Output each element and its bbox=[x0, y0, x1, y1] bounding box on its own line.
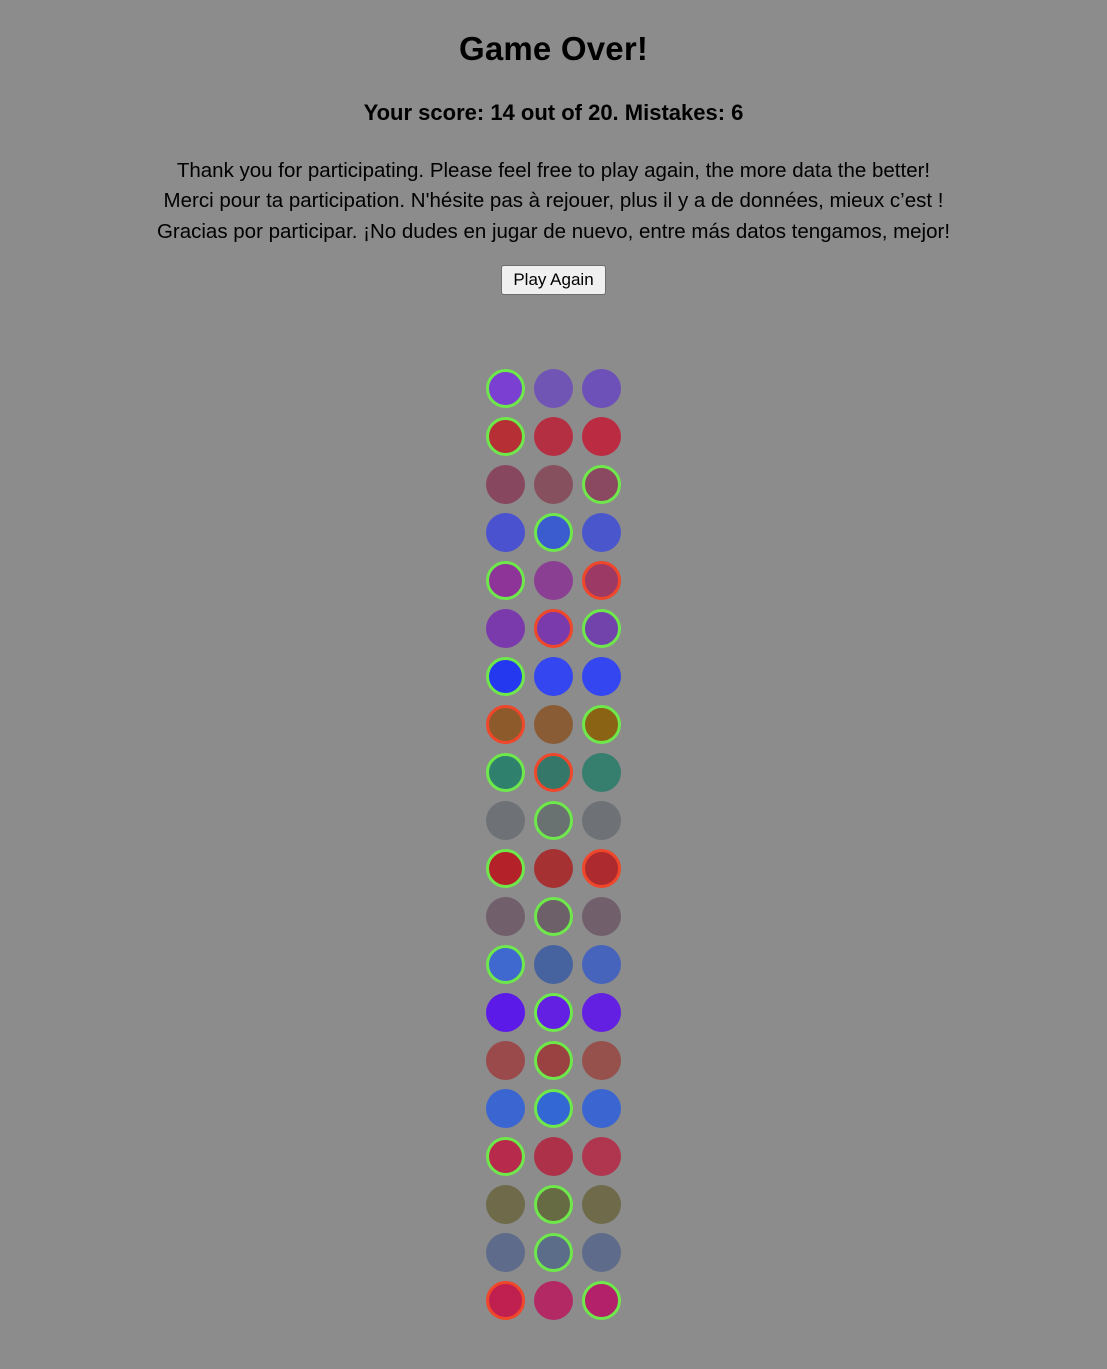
color-swatch[interactable] bbox=[534, 609, 573, 648]
swatch-row bbox=[471, 1281, 636, 1320]
color-swatch[interactable] bbox=[486, 561, 525, 600]
message-english: Thank you for participating. Please feel free to play again, the more data the better! bbox=[176, 159, 931, 182]
color-swatch[interactable] bbox=[534, 465, 573, 504]
swatch-row bbox=[471, 561, 636, 600]
color-swatch[interactable] bbox=[486, 801, 525, 840]
color-swatch[interactable] bbox=[486, 417, 525, 456]
swatch-row bbox=[471, 609, 636, 648]
play-again-button[interactable]: Play Again bbox=[501, 265, 605, 295]
color-swatch[interactable] bbox=[582, 657, 621, 696]
button-row bbox=[0, 265, 1107, 295]
color-swatch[interactable] bbox=[486, 465, 525, 504]
score-line: Your score: 14 out of 20. Mistakes: 6 bbox=[363, 100, 744, 125]
color-swatch[interactable] bbox=[486, 1041, 525, 1080]
color-swatch[interactable] bbox=[534, 1185, 573, 1224]
color-swatch[interactable] bbox=[582, 897, 621, 936]
swatch-row bbox=[471, 801, 636, 840]
bottom-spacer bbox=[0, 1329, 1107, 1369]
color-swatch[interactable] bbox=[582, 417, 621, 456]
color-swatch[interactable] bbox=[486, 1281, 525, 1320]
swatch-row bbox=[471, 897, 636, 936]
color-swatch[interactable] bbox=[582, 1089, 621, 1128]
swatch-row bbox=[471, 753, 636, 792]
color-swatch[interactable] bbox=[486, 1233, 525, 1272]
thank-you-messages bbox=[0, 156, 1107, 247]
color-swatch[interactable] bbox=[486, 609, 525, 648]
swatch-row bbox=[471, 945, 636, 984]
color-swatch[interactable] bbox=[486, 993, 525, 1032]
color-swatch[interactable] bbox=[534, 801, 573, 840]
color-swatch[interactable] bbox=[582, 1041, 621, 1080]
color-swatch[interactable] bbox=[582, 1281, 621, 1320]
color-swatch[interactable] bbox=[582, 945, 621, 984]
color-swatch[interactable] bbox=[486, 1185, 525, 1224]
color-swatch[interactable] bbox=[486, 369, 525, 408]
color-swatch[interactable] bbox=[486, 657, 525, 696]
color-swatch[interactable] bbox=[534, 1233, 573, 1272]
color-swatch[interactable] bbox=[582, 1233, 621, 1272]
color-swatch[interactable] bbox=[534, 417, 573, 456]
color-swatch[interactable] bbox=[534, 849, 573, 888]
swatch-row bbox=[471, 1137, 636, 1176]
swatch-row bbox=[471, 417, 636, 456]
color-swatch[interactable] bbox=[534, 1137, 573, 1176]
color-swatch[interactable] bbox=[582, 801, 621, 840]
color-swatch[interactable] bbox=[582, 849, 621, 888]
color-swatch[interactable] bbox=[534, 945, 573, 984]
color-swatch[interactable] bbox=[582, 753, 621, 792]
color-swatch[interactable] bbox=[582, 705, 621, 744]
page-title: Game Over! bbox=[458, 30, 649, 67]
swatch-row bbox=[471, 849, 636, 888]
color-swatch[interactable] bbox=[582, 465, 621, 504]
color-swatch[interactable] bbox=[486, 1137, 525, 1176]
color-swatch[interactable] bbox=[534, 1041, 573, 1080]
color-swatch[interactable] bbox=[534, 657, 573, 696]
swatch-row bbox=[471, 1233, 636, 1272]
swatch-row bbox=[471, 657, 636, 696]
color-swatch[interactable] bbox=[534, 753, 573, 792]
color-swatch[interactable] bbox=[486, 705, 525, 744]
color-swatch[interactable] bbox=[534, 1281, 573, 1320]
color-swatch[interactable] bbox=[486, 945, 525, 984]
color-swatch[interactable] bbox=[582, 1137, 621, 1176]
color-swatch[interactable] bbox=[486, 1089, 525, 1128]
color-swatch[interactable] bbox=[534, 561, 573, 600]
color-swatch[interactable] bbox=[582, 513, 621, 552]
swatch-row bbox=[471, 513, 636, 552]
swatch-row bbox=[471, 465, 636, 504]
swatch-row bbox=[471, 705, 636, 744]
color-swatch[interactable] bbox=[534, 1089, 573, 1128]
color-swatch[interactable] bbox=[486, 753, 525, 792]
color-swatch[interactable] bbox=[534, 993, 573, 1032]
color-swatch[interactable] bbox=[582, 1185, 621, 1224]
message-french: Merci pour ta participation. N'hésite pas à rejouer, plus il y a de données, mieux c’est ! bbox=[163, 189, 944, 213]
color-swatch-grid bbox=[471, 369, 636, 1320]
swatch-row bbox=[471, 1041, 636, 1080]
color-swatch[interactable] bbox=[534, 369, 573, 408]
color-swatch[interactable] bbox=[534, 705, 573, 744]
color-swatch[interactable] bbox=[582, 561, 621, 600]
color-swatch[interactable] bbox=[582, 993, 621, 1032]
swatch-row bbox=[471, 993, 636, 1032]
swatch-row bbox=[471, 369, 636, 408]
color-swatch[interactable] bbox=[486, 849, 525, 888]
color-swatch[interactable] bbox=[582, 609, 621, 648]
message-spanish: Gracias por participar. ¡No dudes en jugar de nuevo, entre más datos tengamos, mejor! bbox=[156, 219, 951, 243]
color-swatch[interactable] bbox=[534, 897, 573, 936]
swatch-row bbox=[471, 1089, 636, 1128]
color-swatch[interactable] bbox=[486, 513, 525, 552]
color-swatch[interactable] bbox=[486, 897, 525, 936]
color-swatch[interactable] bbox=[582, 369, 621, 408]
color-swatch[interactable] bbox=[534, 513, 573, 552]
swatch-row bbox=[471, 1185, 636, 1224]
